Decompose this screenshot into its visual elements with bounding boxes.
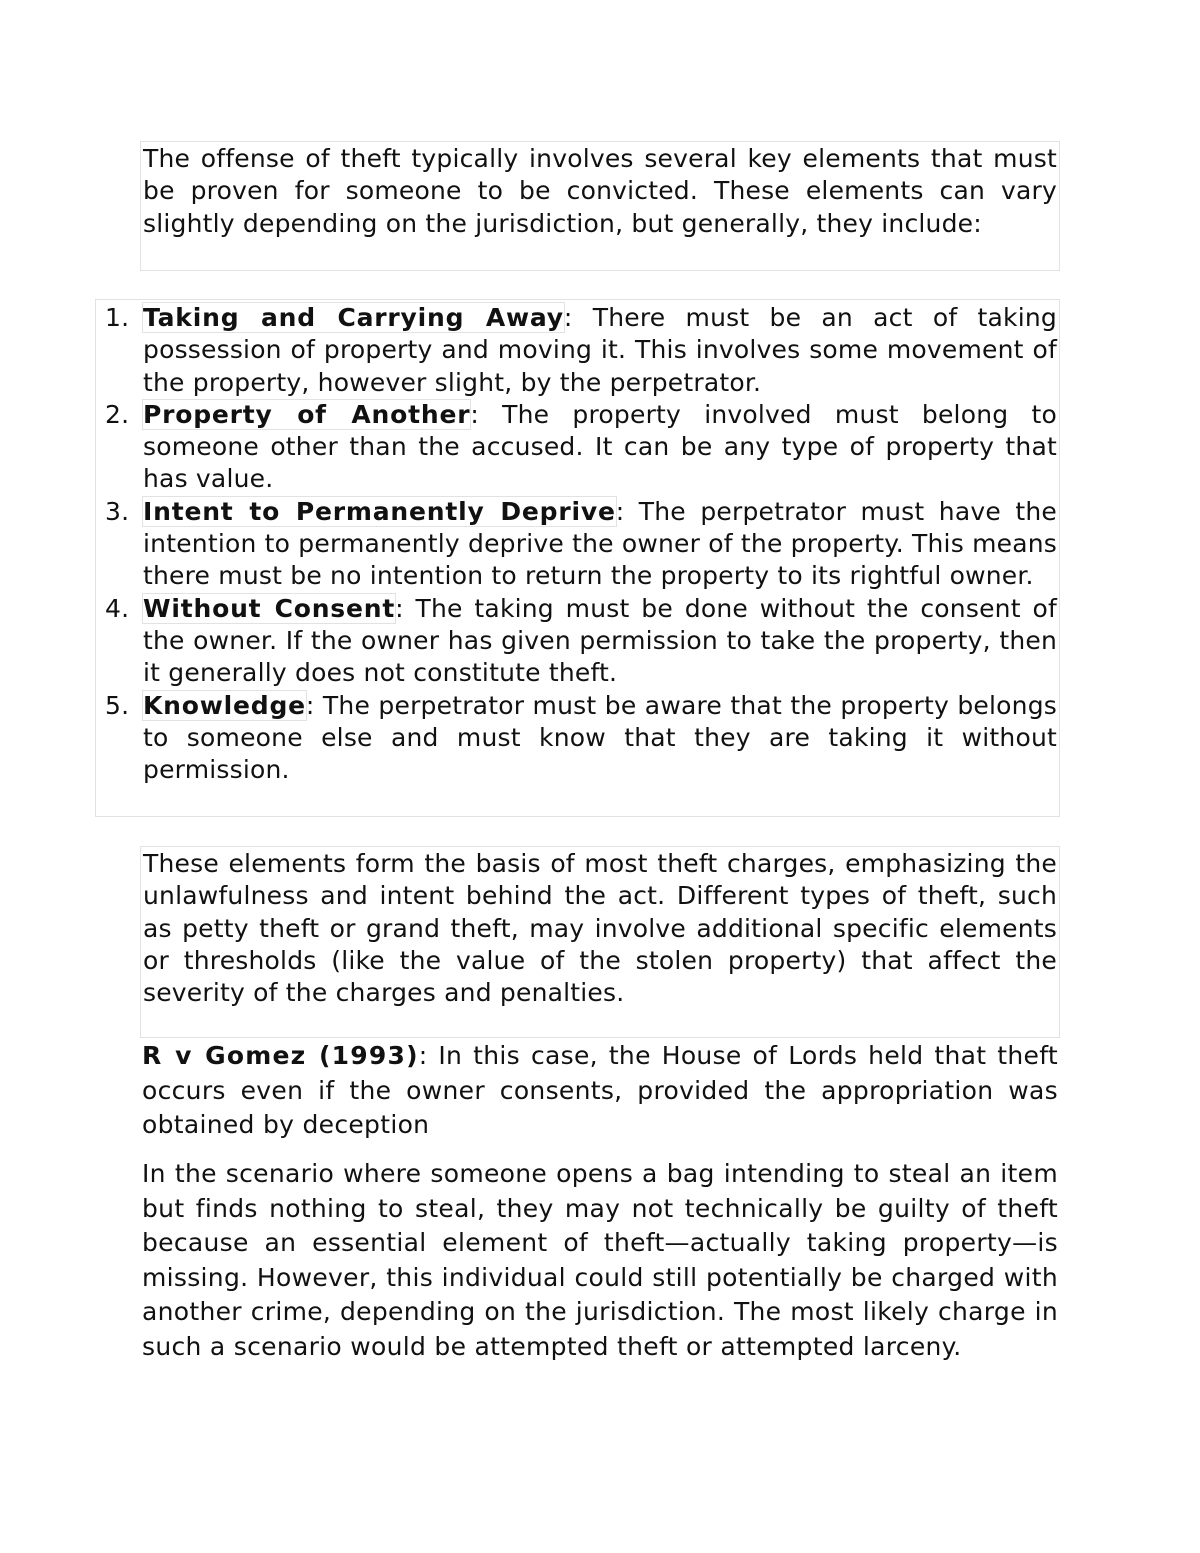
- list-item: [105, 399, 1057, 496]
- list-item: [105, 690, 1057, 787]
- list-item: [105, 593, 1057, 690]
- element-description: : The property involved must belong to someone other than the accused. It can be any type of property that has value.: [143, 399, 1057, 494]
- list-item-number: 4.: [105, 593, 130, 623]
- element-term: Property of Another: [143, 399, 471, 429]
- elements-ordered-list: [96, 302, 1057, 786]
- list-item: [105, 302, 1057, 399]
- summary-paragraph: These elements form the basis of most theft charges, emphasizing the unlawfulness and intent behind the act. Different types of theft, such as petty theft or grand theft, may involve additional specific elements or thresholds (like the value of the stolen property) that affect the severity of the charges and penalties.: [140, 846, 1060, 1038]
- element-term: Intent to Permanently Deprive: [143, 496, 616, 526]
- list-item-number: 1.: [105, 303, 130, 332]
- element-description: : The perpetrator must have the intention to permanently deprive the owner of the property. This means there must be no intention to return the property to its rightful owner.: [143, 496, 1057, 591]
- list-item-number: 3.: [105, 496, 130, 526]
- element-description: : There must be an act of taking possession of property and moving it. This involves some movement of the property, however slight, by the perpetrator.: [143, 303, 1057, 397]
- theft-elements-list: [95, 299, 1060, 817]
- list-item-number: 5.: [105, 690, 130, 720]
- case-name: R v Gomez (1993): [142, 1041, 419, 1070]
- case-description: : In this case, the House of Lords held that theft occurs even if the owner consents, provided the appropriation was obtained by deception: [142, 1041, 1058, 1140]
- scenario-paragraph: In the scenario where someone opens a bag intending to steal an item but finds nothing to steal, they may not technically be guilty of theft because an essential element of theft—actually taking property—is missing. However, this individual could still potentially be charged with another crime, depending on the jurisdiction. The most likely charge in such a scenario would be attempted theft or attempted larceny.: [142, 1159, 1058, 1361]
- list-item-number: 2.: [105, 399, 130, 429]
- element-description: : The perpetrator must be aware that the property belongs to someone else and must know that they are taking it without permission.: [143, 690, 1057, 785]
- element-description: : The taking must be done without the consent of the owner. If the owner has given permission to take the property, then it generally does not constitute theft.: [143, 593, 1057, 688]
- list-item: [105, 496, 1057, 593]
- element-term: Taking and Carrying Away: [143, 303, 564, 332]
- case-paragraph: [142, 1039, 1058, 1143]
- intro-paragraph: The offense of theft typically involves several key elements that must be proven for someone to be convicted. These elements can vary slightly depending on the jurisdiction, but generally, they include:: [140, 141, 1060, 271]
- element-term: Knowledge: [143, 690, 306, 720]
- element-term: Without Consent: [143, 593, 396, 623]
